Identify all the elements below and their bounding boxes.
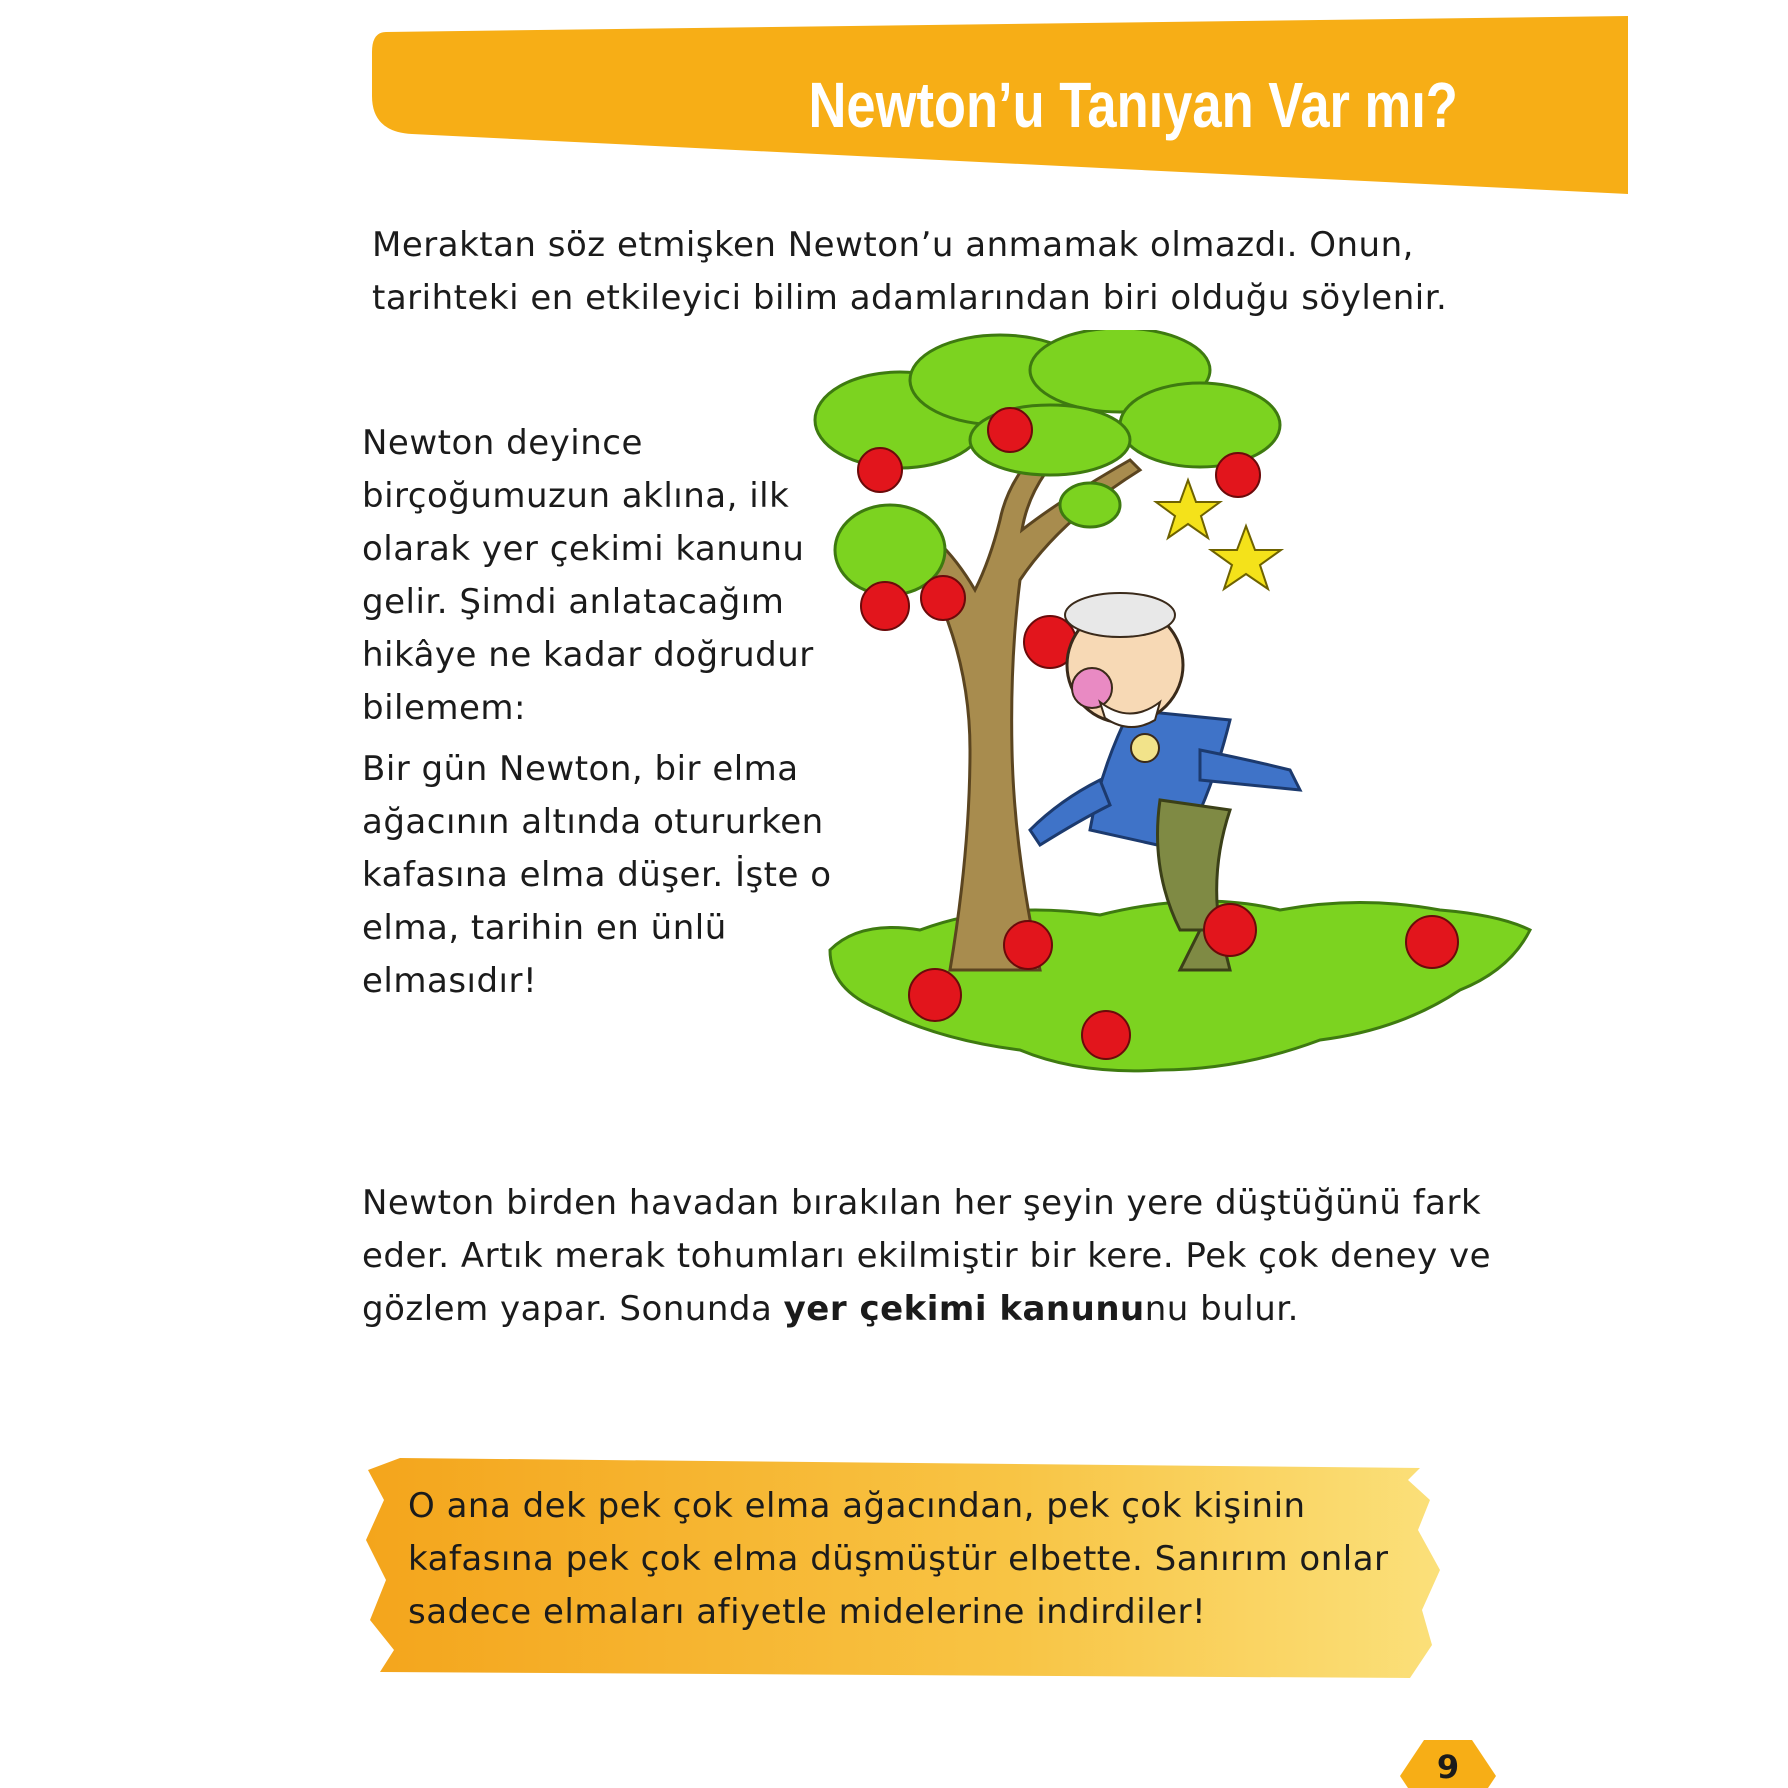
callout-text: O ana dek pek çok elma ağacından, pek çok kişinin kafasına pek çok elma düşmüştür elbette. Sanırım onlar sadece elmaları afiyetle midelerine indirdiler! xyxy=(408,1486,1389,1632)
newton-apple-illustration xyxy=(800,330,1540,1094)
apple-icon xyxy=(921,576,965,620)
page-title: Newton’u Tanıyan Var mı? xyxy=(808,69,1458,141)
story-text xyxy=(362,417,832,1008)
discovery-text-bold: yer çekimi kanunu xyxy=(783,1289,1145,1329)
discovery-text-after: nu bulur. xyxy=(1144,1289,1299,1329)
story-paragraph-1: Newton deyince birçoğumuzun aklına, ilk olarak yer çekimi kanunu gelir. Şimdi anlatacağım hikâye ne kadar doğrudur bilemem: xyxy=(362,423,814,728)
page-number: 9 xyxy=(1436,1748,1460,1786)
discovery-paragraph xyxy=(362,1177,1512,1336)
page-number-badge xyxy=(1400,1740,1496,1788)
callout-box xyxy=(360,1440,1450,1690)
apple-tree-icon xyxy=(800,330,1540,1090)
discovery-text-before: Newton birden havadan bırakılan her şeyin yere düştüğünü fark eder. Artık merak tohumları ekilmiştir bir kere. Pek çok deney ve gözlem yapar. Sonunda xyxy=(362,1183,1492,1329)
star-icon xyxy=(1156,480,1281,589)
title-banner xyxy=(372,16,1628,194)
story-paragraph-2: Bir gün Newton, bir elma ağacının altında otururken kafasına elma düşer. İşte o elma, tarihin en ünlü elmasıdır! xyxy=(362,749,832,1001)
intro-paragraph: Meraktan söz etmişken Newton’u anmamak olmazdı. Onun, tarihteki en etkileyici bilim adamlarından biri olduğu söylenir. xyxy=(372,225,1448,318)
